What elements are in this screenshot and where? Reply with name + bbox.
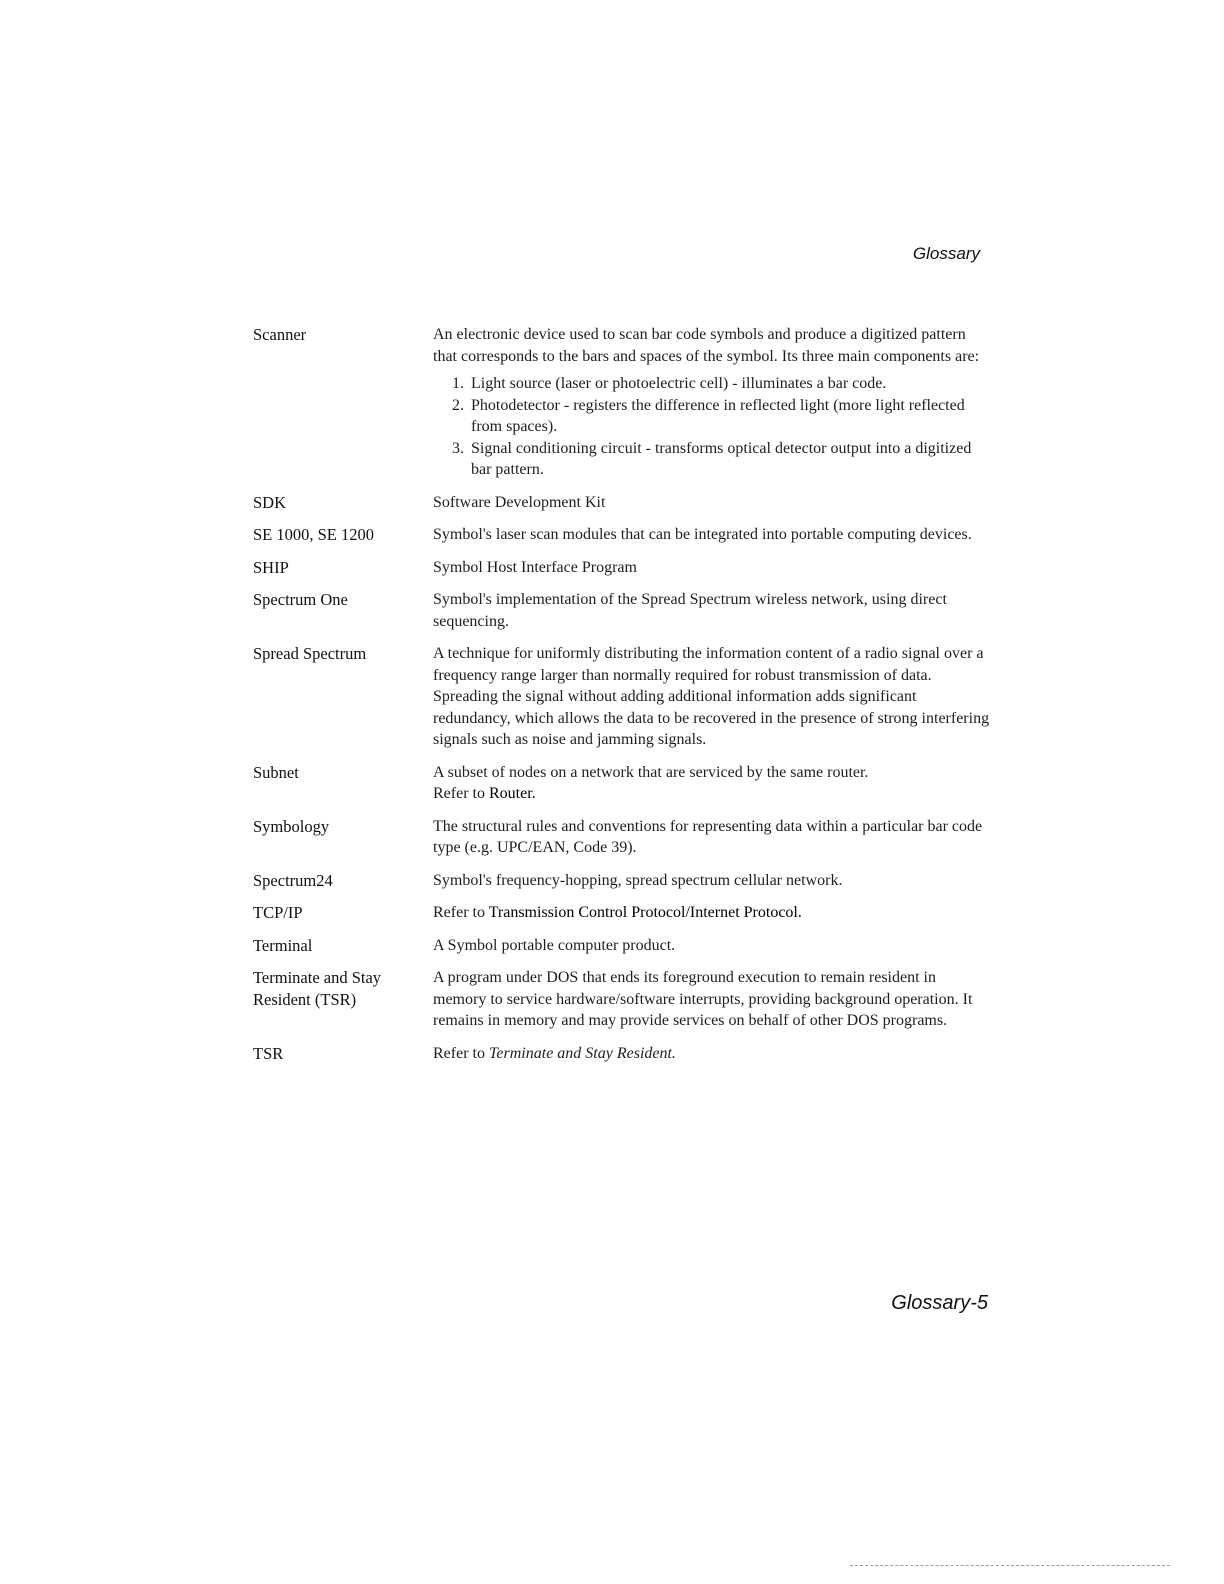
glossary-term: Spread Spectrum — [253, 644, 367, 663]
glossary-term: TCP/IP — [253, 903, 303, 922]
glossary-term: SE 1000, SE 1200 — [253, 525, 375, 544]
glossary-definition: A technique for uniformly distributing the information content of a radio signal over a frequency range larger than normally required for robust transmission of data. Spreading the signal without adding additional information adds significant redundancy, which allows the data to be recovered in the presence of strong interfering signals such as noise and jamming signals. — [433, 645, 990, 748]
page-number: Glossary-5 — [891, 1292, 988, 1314]
glossary-entry-spread-spectrum — [253, 643, 993, 751]
ref-link: Transmission Control Protocol/Internet Protocol. — [488, 904, 802, 921]
ref-link: Router. — [488, 785, 536, 802]
glossary-definition: A Symbol portable computer product. — [433, 936, 676, 954]
glossary-definition — [433, 902, 993, 924]
list-item — [452, 395, 993, 438]
glossary-definition: Software Development Kit — [433, 493, 606, 511]
list-number: 3. — [452, 439, 464, 457]
cross-reference — [433, 783, 993, 805]
glossary-entry-scanner — [253, 324, 993, 481]
term-line: Resident (TSR) — [253, 989, 357, 1009]
list-text: Light source (laser or photoelectric cell) - illuminates a bar code. — [471, 375, 887, 392]
glossary-term: Symbology — [253, 816, 330, 836]
glossary-definition: Symbol's laser scan modules that can be integrated into portable computing devices. — [433, 526, 972, 543]
scan-artifact-line — [850, 1565, 1170, 1567]
glossary-definition: Symbol Host Interface Program — [433, 558, 637, 576]
glossary-term: Spectrum24 — [253, 870, 333, 890]
glossary-term: Spectrum One — [253, 590, 348, 609]
list-text: Signal conditioning circuit - transforms optical detector output into a digitized bar pattern. — [471, 439, 972, 478]
ref-prefix: Refer to — [433, 785, 489, 802]
ref-prefix: Refer to — [433, 904, 489, 921]
glossary-definition: Symbol's frequency-hopping, spread spectrum cellular network. — [433, 871, 843, 889]
list-number: 1. — [452, 375, 464, 392]
glossary-definition — [433, 324, 993, 481]
glossary-entry-spectrum24 — [253, 870, 993, 892]
term-line: Terminate and Stay — [253, 968, 382, 987]
glossary-term: Subnet — [253, 762, 299, 782]
glossary-definition — [433, 1043, 993, 1065]
glossary-entry-tsr — [253, 1043, 993, 1065]
ref-link: Terminate and Stay Resident. — [488, 1044, 676, 1062]
list-number: 2. — [452, 396, 464, 414]
glossary-definition: The structural rules and conventions for representing data within a particular bar code type (e.g. UPC/EAN, Code 39). — [433, 817, 983, 856]
components-list — [433, 373, 993, 481]
glossary-entry-tcpip — [253, 902, 993, 924]
glossary-entry-spectrum-one — [253, 589, 993, 632]
glossary-definition: A program under DOS that ends its foreground execution to remain resident in memory to service hardware/software interrupts, providing background operation. It remains in memory and may provide services on behalf of other DOS programs. — [433, 969, 973, 1029]
glossary-term: Scanner — [253, 325, 307, 344]
glossary-term: SHIP — [253, 557, 289, 577]
glossary-term: Terminal — [253, 935, 313, 955]
list-text: Photodetector - registers the difference in reflected light (more light reflected from spaces). — [471, 396, 965, 435]
glossary-definition: Symbol's implementation of the Spread Spectrum wireless network, using direct sequencing. — [433, 591, 947, 630]
list-item — [452, 373, 993, 395]
glossary-term: TSR — [253, 1043, 284, 1063]
glossary-term: SDK — [253, 492, 287, 512]
glossary-definition — [433, 762, 993, 805]
glossary-entry-se-modules — [253, 524, 993, 546]
glossary-list — [253, 324, 993, 1064]
glossary-entry-ship — [253, 557, 993, 579]
list-item — [452, 438, 993, 481]
glossary-entry-sdk — [253, 492, 993, 514]
glossary-entry-terminal — [253, 935, 993, 957]
ref-prefix: Refer to — [433, 1044, 489, 1062]
glossary-entry-subnet — [253, 762, 993, 805]
glossary-entry-symbology — [253, 816, 993, 859]
running-head: Glossary — [912, 244, 980, 263]
glossary-term — [253, 967, 433, 1010]
glossary-entry-tsr-full — [253, 967, 993, 1032]
definition-text: A subset of nodes on a network that are serviced by the same router. — [433, 763, 869, 781]
definition-text: An electronic device used to scan bar code symbols and produce a digitized pattern that corresponds to the bars and spaces of the symbol. Its three main components are: — [433, 326, 980, 365]
